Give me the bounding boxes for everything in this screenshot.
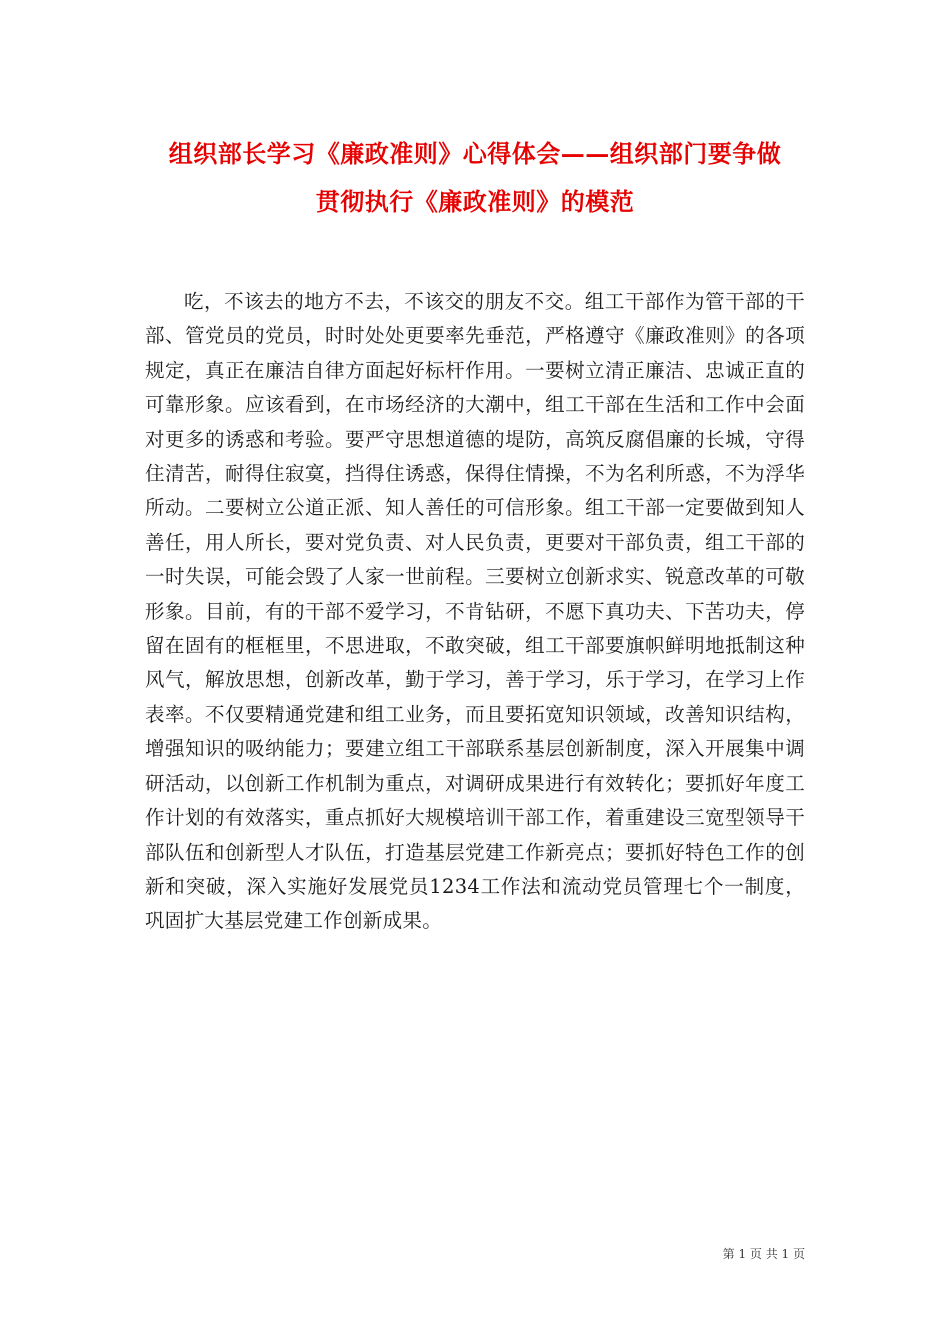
document-title <box>120 130 830 226</box>
title-line-1: 组织部长学习《廉政准则》心得体会——组织部门要争做 <box>168 139 782 168</box>
body-paragraph: 吃，不该去的地方不去，不该交的朋友不交。组工干部作为管干部的干部、管党员的党员，时时处处更要率先垂范，严格遵守《廉政准则》的各项规定，真正在廉洁自律方面起好标杆作用。一要树立清正廉洁、忠诚正直的可靠形象。应该看到，在市场经济的大潮中，组工干部在生活和工作中会面对更多的诱惑和考验。要严守思想道德的堤防，高筑反腐倡廉的长城，守得住清苦，耐得住寂寞，挡得住诱惑，保得住情操，不为名利所惑，不为浮华所动。二要树立公道正派、知人善任的可信形象。组工干部一定要做到知人善任，用人所长，要对党负责、对人民负责，更要对干部负责，组工干部的一时失误，可能会毁了人家一世前程。三要树立创新求实、锐意改革的可敬形象。目前，有的干部不爱学习，不肯钻研，不愿下真功夫、下苦功夫，停留在固有的框框里，不思进取，不敢突破，组工干部要旗帜鲜明地抵制这种风气，解放思想，创新改革，勤于学习，善于学习，乐于学习，在学习上作表率。不仅要精通党建和组工业务，而且要拓宽知识领域，改善知识结构，增强知识的吸纳能力；要建立组工干部联系基层创新制度，深入开展集中调研活动，以创新工作机制为重点，对调研成果进行有效转化；要抓好年度工作计划的有效落实，重点抓好大规模培训干部工作，着重建设三宽型领导干部队伍和创新型人才队伍，打造基层党建工作新亮点；要抓好特色工作的创新和突破，深入实施好发展党员1234工作法和流动党员管理七个一制度，巩固扩大基层党建工作创新成果。 <box>145 290 805 933</box>
title-line-2: 贯彻执行《廉政准则》的模范 <box>315 187 635 216</box>
page-number: 第 1 页 共 1 页 <box>722 1247 805 1261</box>
